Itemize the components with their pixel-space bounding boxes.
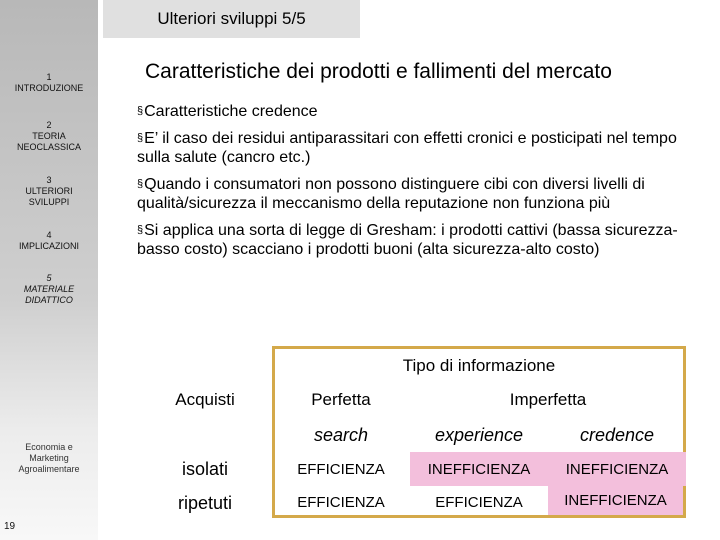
bullet-marker: §: [137, 132, 144, 144]
sidebar-item-number: 4: [46, 230, 52, 240]
table-cell-highlighted: INEFFICIENZA: [548, 486, 683, 515]
footer-course-name: Economia e Marketing Agroalimentare: [18, 442, 80, 474]
page-number: 19: [4, 521, 16, 532]
sidebar-item-label: IMPLICAZIONI: [18, 241, 79, 251]
page-header-title: Ulteriori sviluppi 5/5: [157, 9, 306, 28]
header-banner: [103, 0, 360, 38]
sidebar-item-number: 2: [46, 120, 52, 130]
sidebar-item-teoria-neoclassica[interactable]: [0, 120, 98, 153]
bullet-list: [137, 102, 697, 267]
table-cell: EFFICIENZA: [435, 493, 523, 511]
bullet-marker: §: [137, 105, 144, 117]
sidebar-item-number: 1: [46, 72, 52, 82]
sidebar-item-label: TEORIA NEOCLASSICA: [16, 131, 82, 152]
sidebar-item-number: 5: [46, 273, 52, 283]
bullet-item: §Quando i consumatori non possono distinguere cibi con diversi livelli di qualità/sicurezza il meccanismo della reputazione non funziona più: [137, 176, 645, 212]
sidebar: [0, 0, 98, 540]
column-group-imperfetta: Imperfetta: [509, 390, 587, 409]
row-label-ripetuti: ripetuti: [177, 492, 233, 513]
table-cell: EFFICIENZA: [297, 460, 385, 478]
column-header-credence: credence: [579, 424, 655, 445]
row-label-isolati: isolati: [181, 458, 229, 479]
slide-title: Caratteristiche dei prodotti e fallimenti del mercato: [145, 60, 612, 83]
column-group-perfetta: Perfetta: [311, 390, 371, 409]
sidebar-item-ulteriori-sviluppi[interactable]: [0, 175, 98, 208]
row-header-acquisti: Acquisti: [175, 390, 235, 409]
table-cell: EFFICIENZA: [297, 493, 385, 511]
table-cell-highlighted: INEFFICIENZA: [548, 452, 686, 486]
table-header: Tipo di informazione: [402, 356, 556, 375]
table-cell-highlighted: INEFFICIENZA: [410, 452, 548, 486]
bullet-item: §Caratteristiche credence: [137, 103, 318, 120]
sidebar-item-label: MATERIALE DIDATTICO: [23, 284, 75, 305]
bullet-marker: §: [137, 178, 144, 190]
bullet-item: §Si applica una sorta di legge di Gresham: i prodotti cattivi (bassa sicurezza-basso costo) scacciano i prodotti buoni (alta sicurezza-alto costo): [137, 222, 678, 258]
sidebar-item-materiale-didattico[interactable]: [0, 273, 98, 306]
bullet-marker: §: [137, 224, 144, 236]
column-header-search: search: [313, 424, 369, 445]
bullet-item: §E’ il caso dei residui antiparassitari con effetti cronici e posticipati nel tempo sulla salute (cancro etc.): [137, 130, 677, 166]
sidebar-item-label: INTRODUZIONE: [14, 83, 84, 93]
sidebar-item-number: 3: [46, 175, 52, 185]
information-type-table: [138, 346, 686, 518]
column-header-experience: experience: [434, 424, 524, 445]
sidebar-item-implicazioni[interactable]: [0, 230, 98, 252]
sidebar-item-introduzione[interactable]: [0, 72, 98, 94]
sidebar-item-label: ULTERIORI SVILUPPI: [25, 186, 73, 207]
